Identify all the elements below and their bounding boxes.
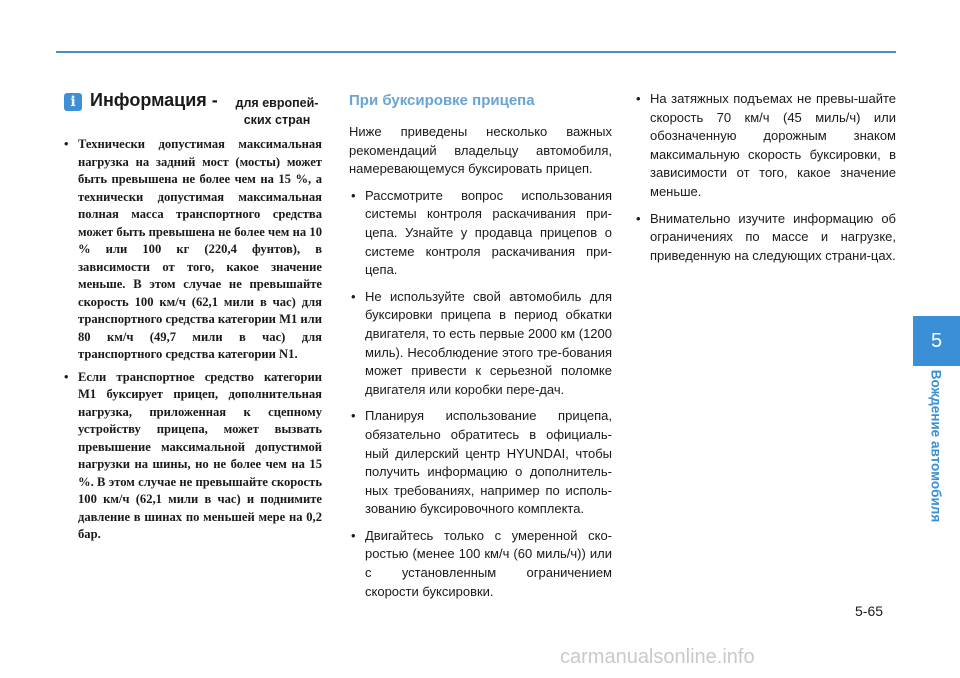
- list-item: • Планируя использование прицепа, обязательно обратитесь в официаль-ный дилерский центр HYUNDAI, чтобы получить информацию о дополнитель-ных требованиях, например по исполь-зованию буксировочного комплекта.: [349, 407, 612, 519]
- top-rule: [56, 51, 896, 53]
- list-item: • Не используйте свой автомобиль для буксировки прицепа в период обкатки двигателя, то есть первые 2000 км (1200 миль). Несоблюдение этого тре-бования может привести к серьезной поломке двигателя или коробки пере-дач.: [349, 288, 612, 400]
- chapter-label: Вождение автомобиля: [928, 369, 944, 523]
- page-number: 5-65: [855, 603, 884, 619]
- section-title: При буксировке прицепа: [349, 92, 535, 109]
- chapter-tab: 5: [913, 316, 960, 366]
- info-column: [64, 90, 322, 549]
- towing-column: [349, 90, 612, 609]
- info-title: Информация -: [90, 90, 218, 110]
- continued-list: [634, 90, 896, 265]
- continued-column: [634, 90, 896, 273]
- list-item: • Внимательно изучите информацию об ограничениях по массе и нагрузке, приведенную на следующих страни-цах.: [634, 210, 896, 266]
- list-item: • Если транспортное средство категории M1 буксирует прицеп, дополнительная нагрузка, приложенная к сцепному устройству прицепа, может вызвать превышение максимальной допустимой нагрузки на шины, но не более чем на 15 %. В этом случае не превышайте скорость 100 км/ч (62,1 мили в час) и поднимите давление в шинах по меньшей мере на 0,2 бар.: [64, 369, 322, 544]
- watermark: carmanualsonline.info: [560, 646, 755, 668]
- info-title-sub: для европей-ских стран: [235, 96, 319, 127]
- list-item: • Рассмотрите вопрос использования системы контроля раскачивания при-цепа. Узнайте у продавца прицепов о системе контроля раскачивания при-цепа.: [349, 187, 612, 280]
- list-item: • Двигайтесь только с умеренной ско-ростью (менее 100 км/ч (60 миль/ч)) или с установленным ограничением скорости буксировки.: [349, 527, 612, 601]
- intro-paragraph: Ниже приведены несколько важных рекомендаций владельцу автомобиля, намеревающемуся буксировать прицеп.: [349, 124, 612, 177]
- info-list: [64, 136, 322, 544]
- list-item: • На затяжных подъемах не превы-шайте скорость 70 км/ч (45 миль/ч) или обозначенную дорожным знаком максимальную скорость буксировки, в зависимости от того, какое значение меньше.: [634, 90, 896, 202]
- towing-list: [349, 187, 612, 601]
- info-heading: [64, 90, 322, 136]
- info-icon: i: [64, 93, 82, 111]
- list-item: • Технически допустимая максимальная нагрузка на задний мост (мосты) может быть превышена не более чем на 15 %, а технически допустимая максимальная полная масса транспортного средства может быть превышена не более чем на 10 % или 100 кг (220,4 фунтов), в зависимости от того, какое значение меньше. В этом случае не превышайте скорость 100 км/ч (62,1 мили в час) для транспортного средства категории M1 или 80 км/ч (49,7 мили в час) для транспортного средства категории N1.: [64, 136, 322, 364]
